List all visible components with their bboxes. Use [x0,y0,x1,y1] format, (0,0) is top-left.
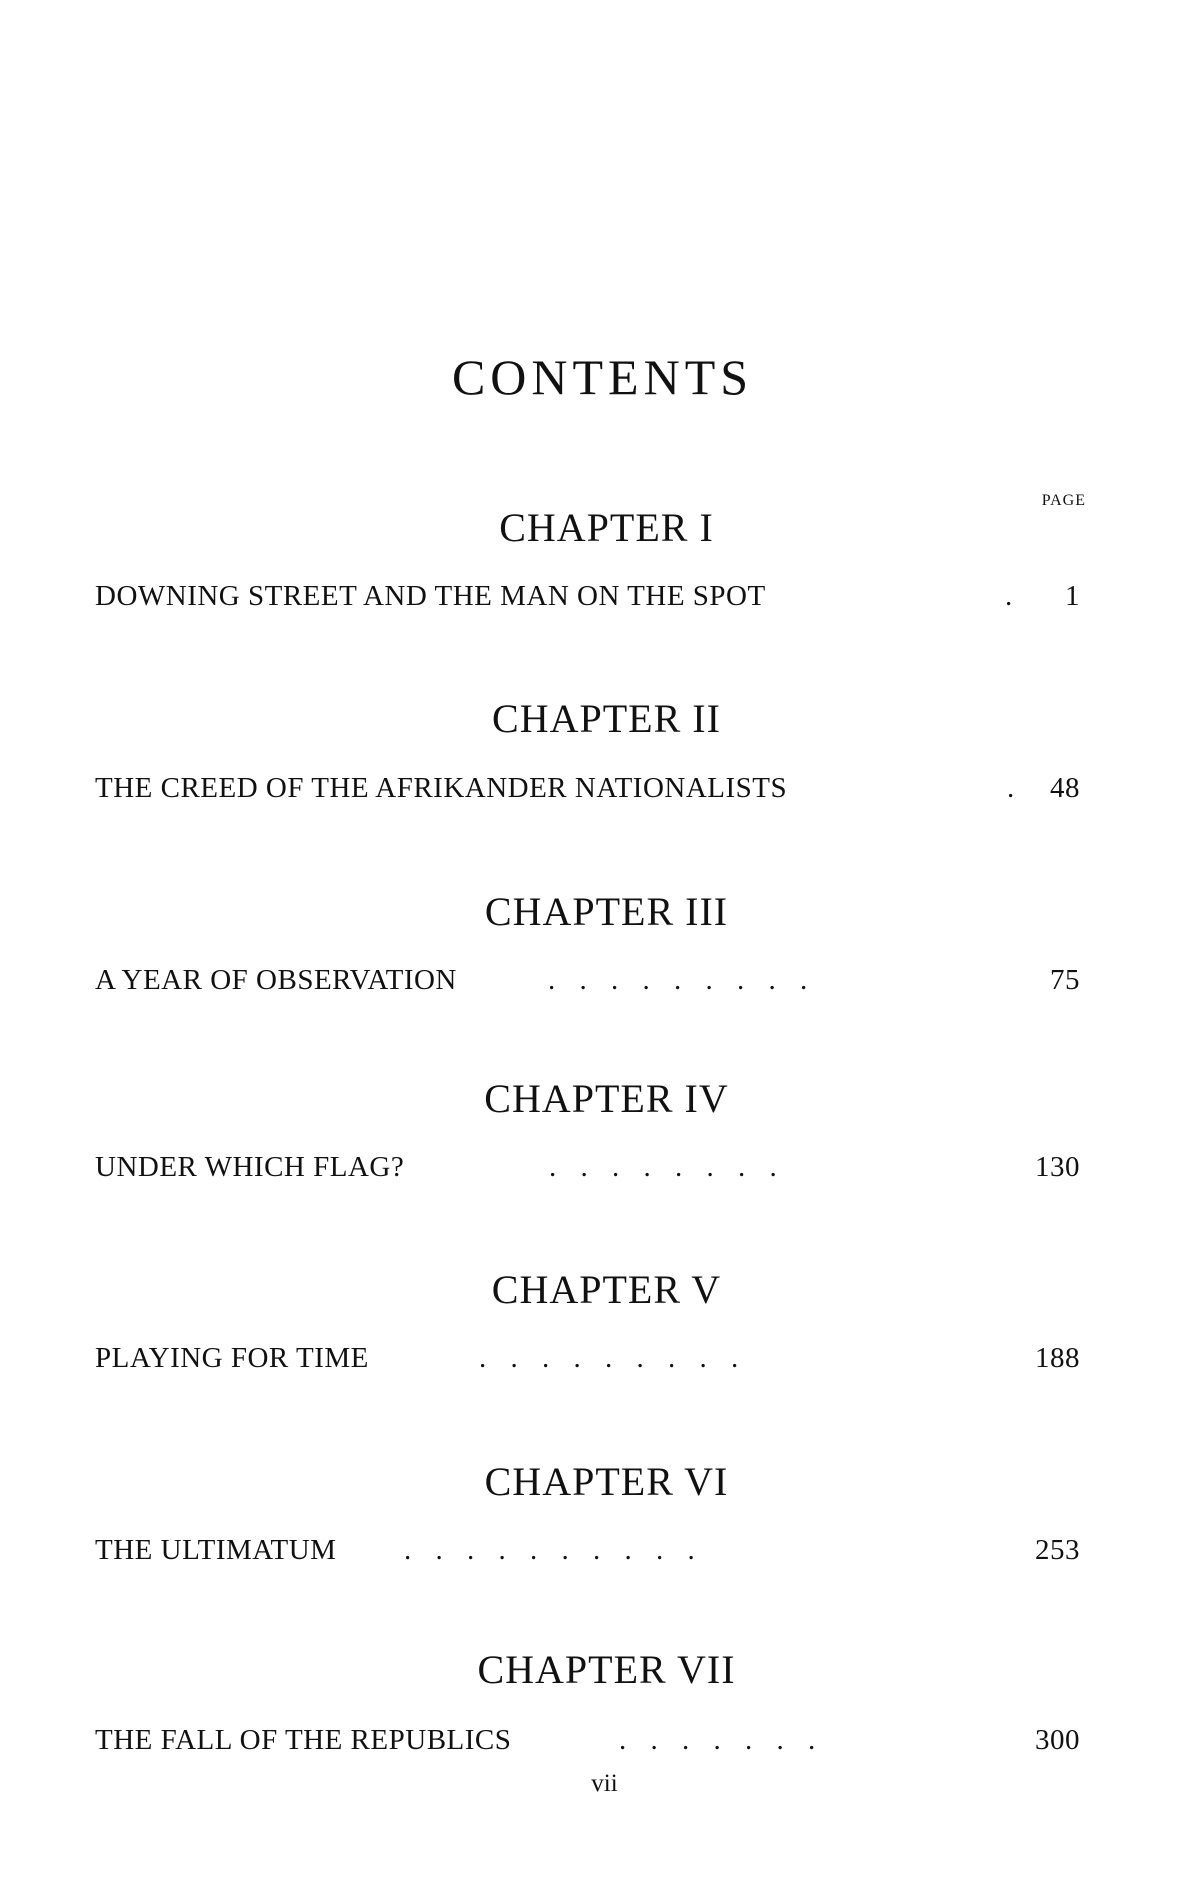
dot-leader: . [1005,580,1013,612]
toc-entry-page: 253 [1035,1534,1080,1566]
toc-entry-7[interactable] [95,1720,1080,1760]
chapter-heading-4: CHAPTER IV [484,1076,729,1121]
toc-entry-title: A YEAR OF OBSERVATION [95,964,457,996]
toc-entry-title: THE FALL OF THE REPUBLICS [95,1724,512,1756]
toc-entry-page: 188 [1035,1342,1080,1374]
chapter-heading-1: CHAPTER I [499,505,714,550]
page-folio: vii [591,1770,618,1797]
toc-entry-title: UNDER WHICH FLAG? [95,1151,405,1183]
dot-leader: . . . . . . . . [549,1151,777,1183]
toc-entry-1[interactable] [95,576,1080,616]
toc-entry-page: 75 [1050,964,1080,996]
toc-entry-2[interactable] [95,768,1080,808]
chapter-heading-5: CHAPTER V [491,1267,722,1312]
chapter-heading-2: CHAPTER II [492,696,721,741]
toc-entry-title: PLAYING FOR TIME [95,1342,369,1374]
chapter-heading-6: CHAPTER VI [484,1459,729,1504]
dot-leader: . . . . . . . . . . [404,1534,695,1566]
toc-entry-page: 130 [1035,1151,1080,1183]
toc-entry-title: THE CREED OF THE AFRIKANDER NATIONALISTS [95,772,788,804]
toc-entry-6[interactable] [95,1530,1080,1570]
toc-entry-5[interactable] [95,1338,1080,1378]
toc-entry-4[interactable] [95,1147,1080,1187]
dot-leader: . . . . . . . . . [479,1342,739,1374]
page-title: CONTENTS [451,349,754,405]
dot-leader: . . . . . . . [619,1724,816,1756]
toc-entry-title: THE ULTIMATUM [95,1534,337,1566]
toc-entry-title: DOWNING STREET AND THE MAN ON THE SPOT [95,580,766,612]
chapter-heading-7: CHAPTER VII [477,1647,736,1692]
page-column-label: PAGE [1041,492,1086,509]
toc-entry-3[interactable] [95,960,1080,1000]
dot-leader: . . . . . . . . . [548,964,808,996]
toc-entry-page: 300 [1035,1724,1080,1756]
dot-leader: . [1007,772,1015,804]
chapter-heading-3: CHAPTER III [484,889,729,934]
toc-entry-page: 1 [1065,580,1080,612]
toc-entry-page: 48 [1050,772,1080,804]
